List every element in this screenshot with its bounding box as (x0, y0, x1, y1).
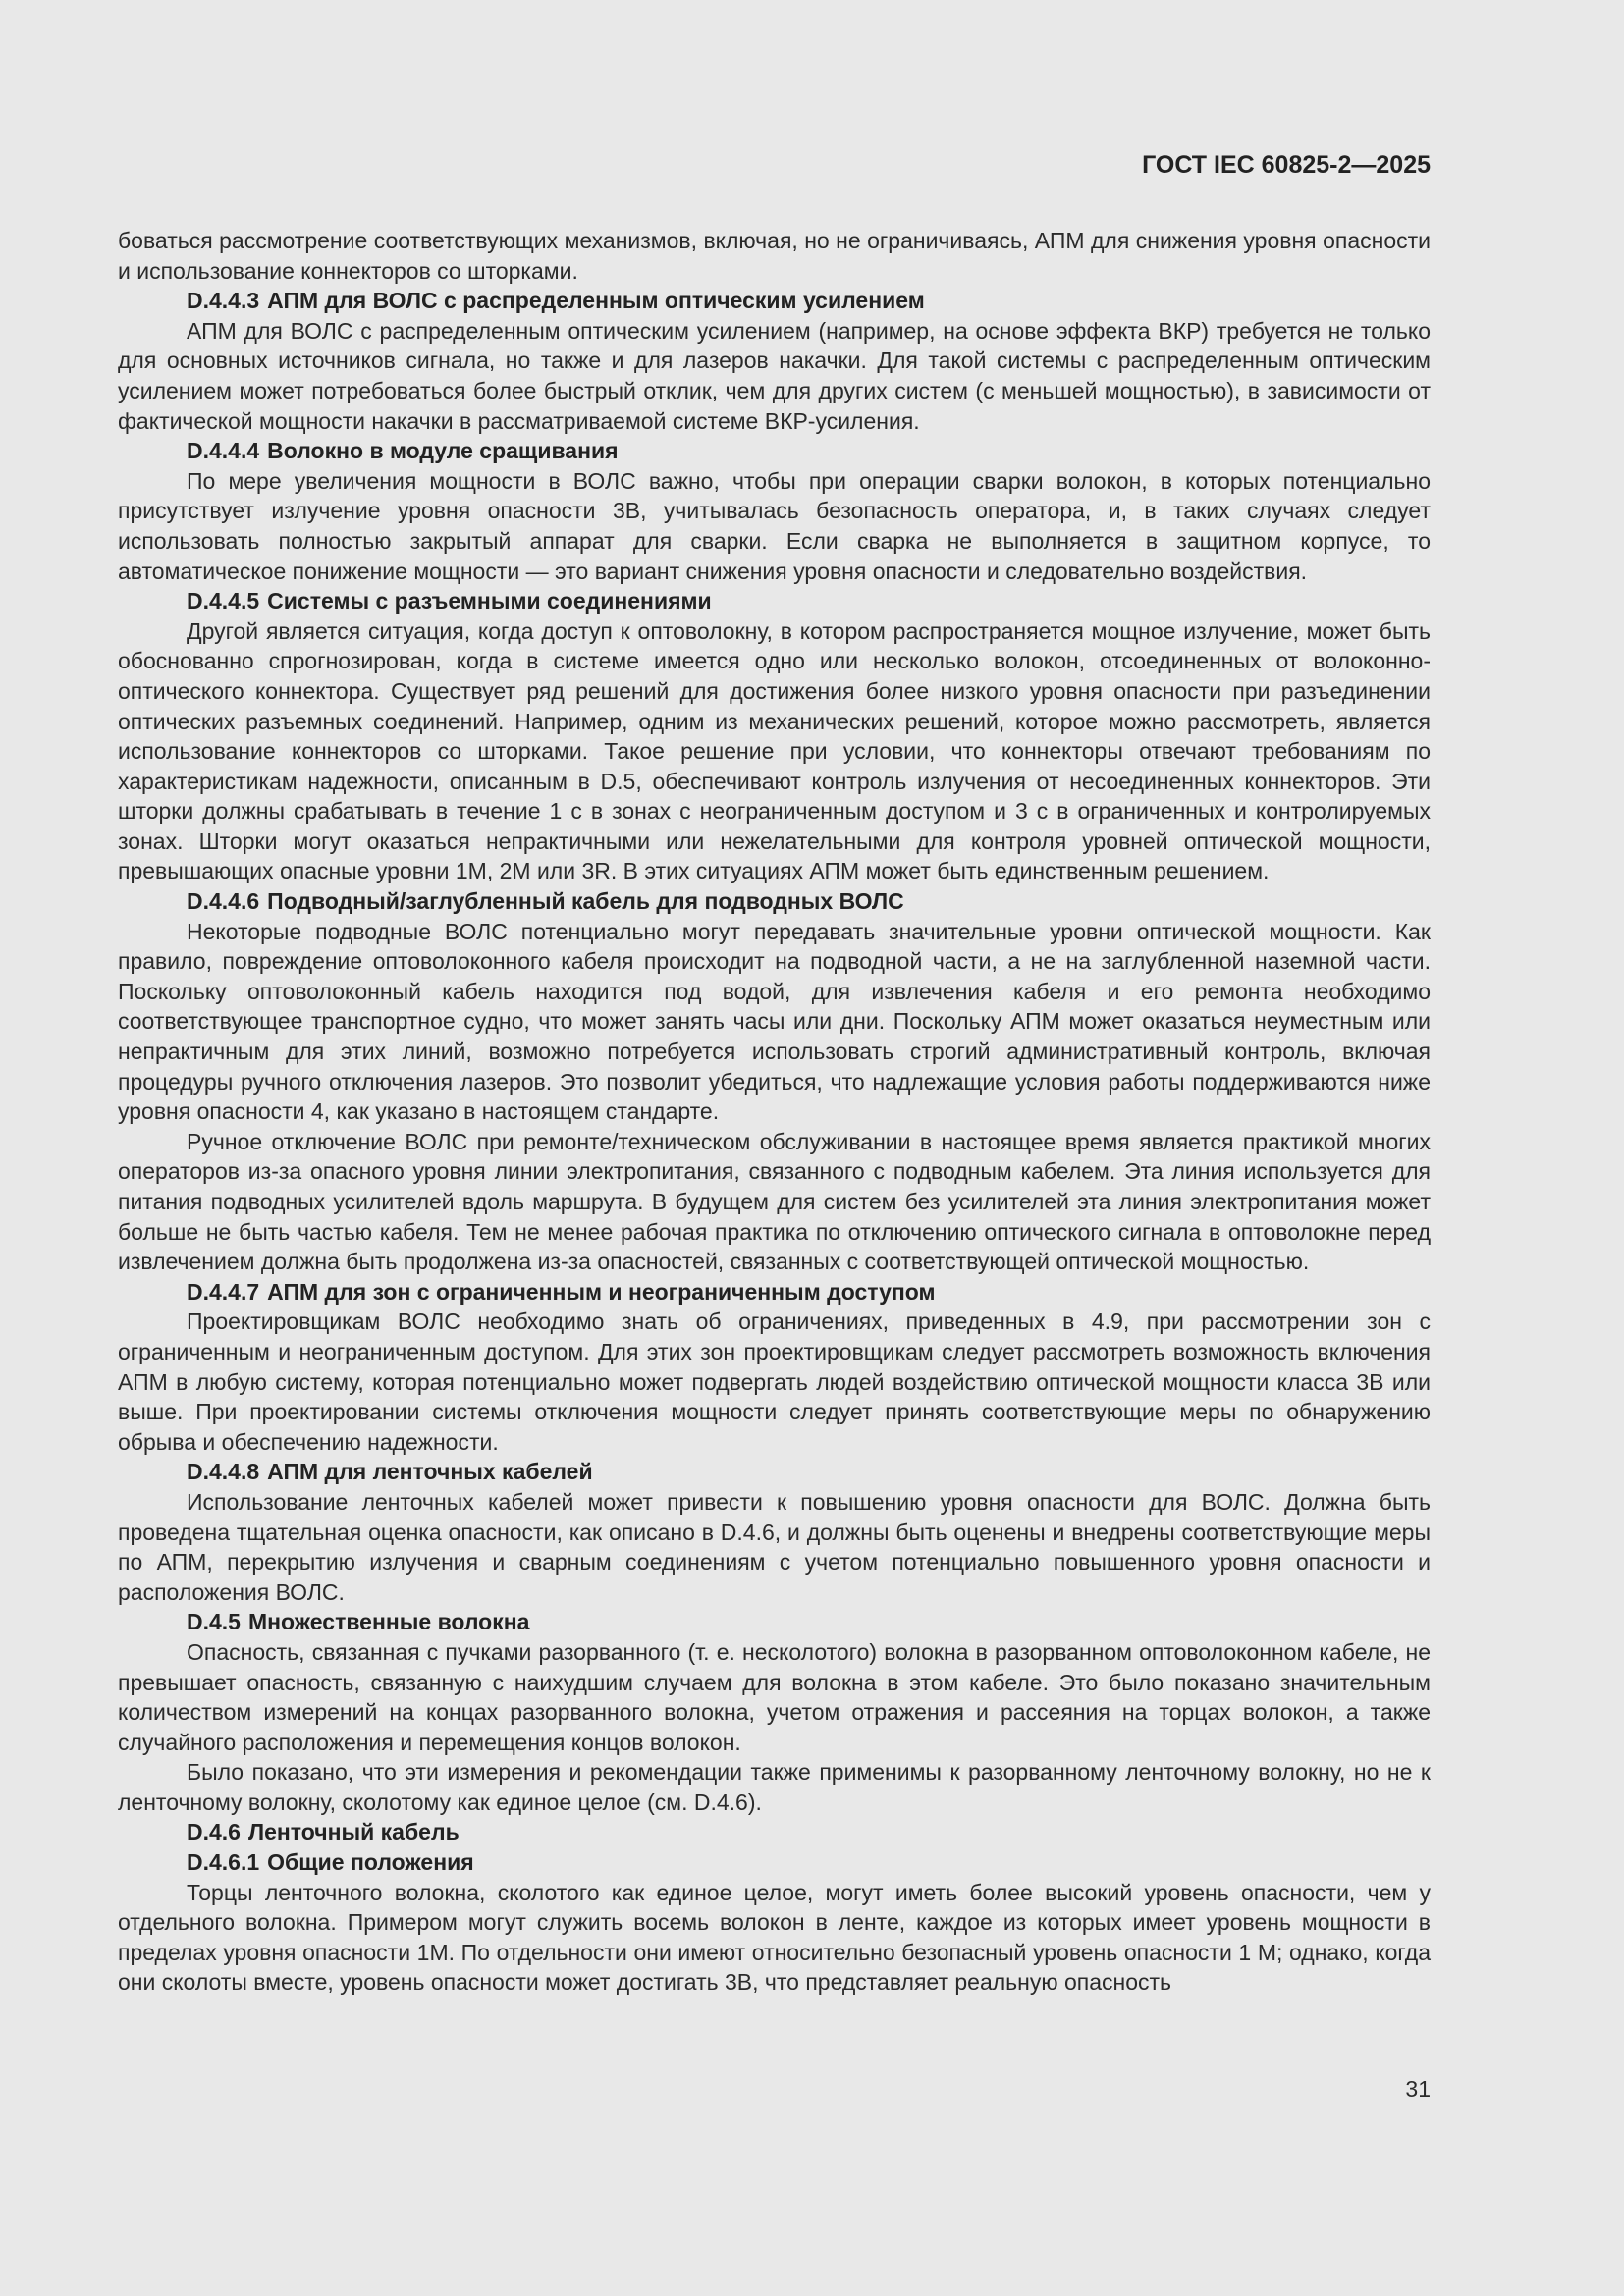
section-title: Волокно в модуле сращивания (267, 438, 619, 464)
section-title: Общие положения (267, 1849, 474, 1876)
body-paragraph: боваться рассмотрение соответствующих механизмов, включая, но не ограничиваясь, АПМ для снижения уровня опасности и использование коннекторов со шторками. (118, 228, 1431, 284)
section-title: АПМ для ленточных кабелей (267, 1459, 593, 1485)
section-number: D.4.4.4 (187, 438, 260, 464)
section-title: Множественные волокна (247, 1609, 530, 1635)
section-title: АПМ для ВОЛС с распределенным оптическим усилением (267, 288, 925, 314)
section-number: D.4.6 (187, 1819, 241, 1845)
body-paragraph: АПМ для ВОЛС с распределенным оптическим усилением (например, на основе эффекта ВКР) требуется не только для основных источников сигнала, но также и для лазеров накачки. Для такой системы с распределенным оптическим усилением может потребоваться более быстрый отклик, чем для других систем (с меньшей мощностью), в зависимости от фактической мощности накачки в рассматриваемой системе ВКР-усиления. (118, 317, 1431, 434)
section-number: D.4.6.1 (187, 1849, 260, 1876)
section-number: D.4.4.8 (187, 1459, 260, 1485)
body-paragraph: Использование ленточных кабелей может привести к повышению уровня опасности для ВОЛС. Должна быть проведена тщательная оценка опасности, как описано в D.4.6, и должны быть оценены и внедрены соответствующие меры по АПМ, перекрытию излучения и сварным соединениям с учетом потенциально повышенного уровня опасности и расположения ВОЛС. (118, 1488, 1431, 1605)
document-code-header: ГОСТ IEC 60825-2—2025 (1142, 151, 1431, 179)
body-paragraph: Было показано, что эти измерения и рекомендации также применимы к разорванному ленточному волокну, но не к ленточному волокну, сколотому как единое целое (см. D.4.6). (118, 1759, 1431, 1815)
section-heading (118, 1817, 1431, 1847)
document-body (118, 226, 1431, 1998)
section-heading (118, 886, 1431, 917)
section-heading (118, 286, 1431, 316)
section-number: D.4.4.5 (187, 588, 260, 614)
body-paragraph: По мере увеличения мощности в ВОЛС важно, чтобы при операции сварки волокон, в которых потенциально присутствует излучение уровня опасности 3В, учитывалась безопасность оператора, и, в таких случаях следует использовать полностью закрытый аппарат для сварки. Если сварка не выполняется в защитном корпусе, то автоматическое понижение мощности — это вариант снижения уровня опасности и следовательно воздействия. (118, 467, 1431, 584)
section-heading (118, 436, 1431, 466)
section-title: Ленточный кабель (247, 1819, 460, 1845)
section-title: Системы с разъемными соединениями (267, 588, 712, 614)
section-heading (118, 1607, 1431, 1637)
section-heading (118, 1847, 1431, 1878)
body-paragraph: Торцы ленточного волокна, сколотого как единое целое, могут иметь более высокий уровень опасности, чем у отдельного волокна. Примером могут служить восемь волокон в ленте, каждое из которых имеет уровень мощности в пределах уровня опасности 1М. По отдельности они имеют относительно безопасный уровень опасности 1 М; однако, когда они сколоты вместе, уровень опасности может достигать 3В, что представляет реальную опасность (118, 1879, 1431, 1996)
body-paragraph: Ручное отключение ВОЛС при ремонте/техническом обслуживании в настоящее время является практикой многих операторов из-за опасного уровня линии электропитания, связанного с подводным кабелем. Эта линия используется для питания подводных усилителей вдоль маршрута. В будущем для систем без усилителей эта линия электропитания может больше не быть частью кабеля. Тем не менее рабочая практика по отключению оптического сигнала в оптоволокне перед извлечением должна быть продолжена из-за опасностей, связанных с соответствующей оптической мощностью. (118, 1128, 1431, 1275)
body-paragraph: Некоторые подводные ВОЛС потенциально могут передавать значительные уровни оптической мощности. Как правило, повреждение оптоволоконного кабеля происходит на подводной части, а не на заглубленной наземной части. Поскольку оптоволоконный кабель находится под водой, для извлечения кабеля и его ремонта необходимо соответствующее транспортное судно, что может занять часы или дни. Поскольку АПМ может оказаться неуместным или непрактичным для этих линий, возможно потребуется использовать строгий административный контроль, включая процедуры ручного отключения лазеров. Это позволит убедиться, что надлежащие условия работы поддерживаются ниже уровня опасности 4, как указано в настоящем стандарте. (118, 918, 1431, 1125)
section-heading (118, 1457, 1431, 1487)
body-paragraph: Проектировщикам ВОЛС необходимо знать об ограничениях, приведенных в 4.9, при рассмотрении зон с ограниченным и неограниченным доступом. Для этих зон проектировщикам следует рассмотреть возможность включения АПМ в любую систему, которая потенциально может подвергать людей воздействию оптической мощности класса 3В или выше. При проектировании системы отключения мощности следует принять соответствующие меры по обнаружению обрыва и обеспечению надежности. (118, 1308, 1431, 1455)
section-title: Подводный/заглубленный кабель для подводных ВОЛС (267, 888, 904, 915)
section-number: D.4.4.7 (187, 1278, 260, 1305)
page-number: 31 (1405, 2076, 1431, 2102)
section-heading (118, 1277, 1431, 1308)
body-paragraph: Другой является ситуация, когда доступ к оптоволокну, в котором распространяется мощное излучение, может быть обоснованно спрогнозирован, когда в системе имеется одно или несколько волокон, отсоединенных от волоконно-оптического коннектора. Существует ряд решений для достижения более низкого уровня опасности при разъединении оптических разъемных соединений. Например, одним из механических решений, которое можно рассмотреть, является использование коннекторов со шторками. Такое решение при условии, что коннекторы отвечают требованиям по характеристикам надежности, описанным в D.5, обеспечивают контроль излучения от несоединенных коннекторов. Эти шторки должны срабатывать в течение 1 с в зонах с неограниченным доступом и 3 с в ограниченных и контролируемых зонах. Шторки могут оказаться непрактичными или нежелательными для контроля уровней оптической мощности, превышающих опасные уровни 1М, 2М или 3R. В этих ситуациях АПМ может быть единственным решением. (118, 617, 1431, 884)
section-number: D.4.4.3 (187, 288, 260, 314)
body-paragraph: Опасность, связанная с пучками разорванного (т. е. несколотого) волокна в разорванном оптоволоконном кабеле, не превышает опасность, связанную с наихудшим случаем для волокна в этом кабеле. Это было показано значительным количеством измерений на концах разорванного волокна, учетом отражения и рассеяния на торцах волокон, а также случайного расположения и перемещения концов волокон. (118, 1638, 1431, 1755)
section-heading (118, 586, 1431, 616)
section-number: D.4.5 (187, 1609, 241, 1635)
section-title: АПМ для зон с ограниченным и неограниченным доступом (267, 1278, 936, 1305)
section-number: D.4.4.6 (187, 888, 260, 915)
